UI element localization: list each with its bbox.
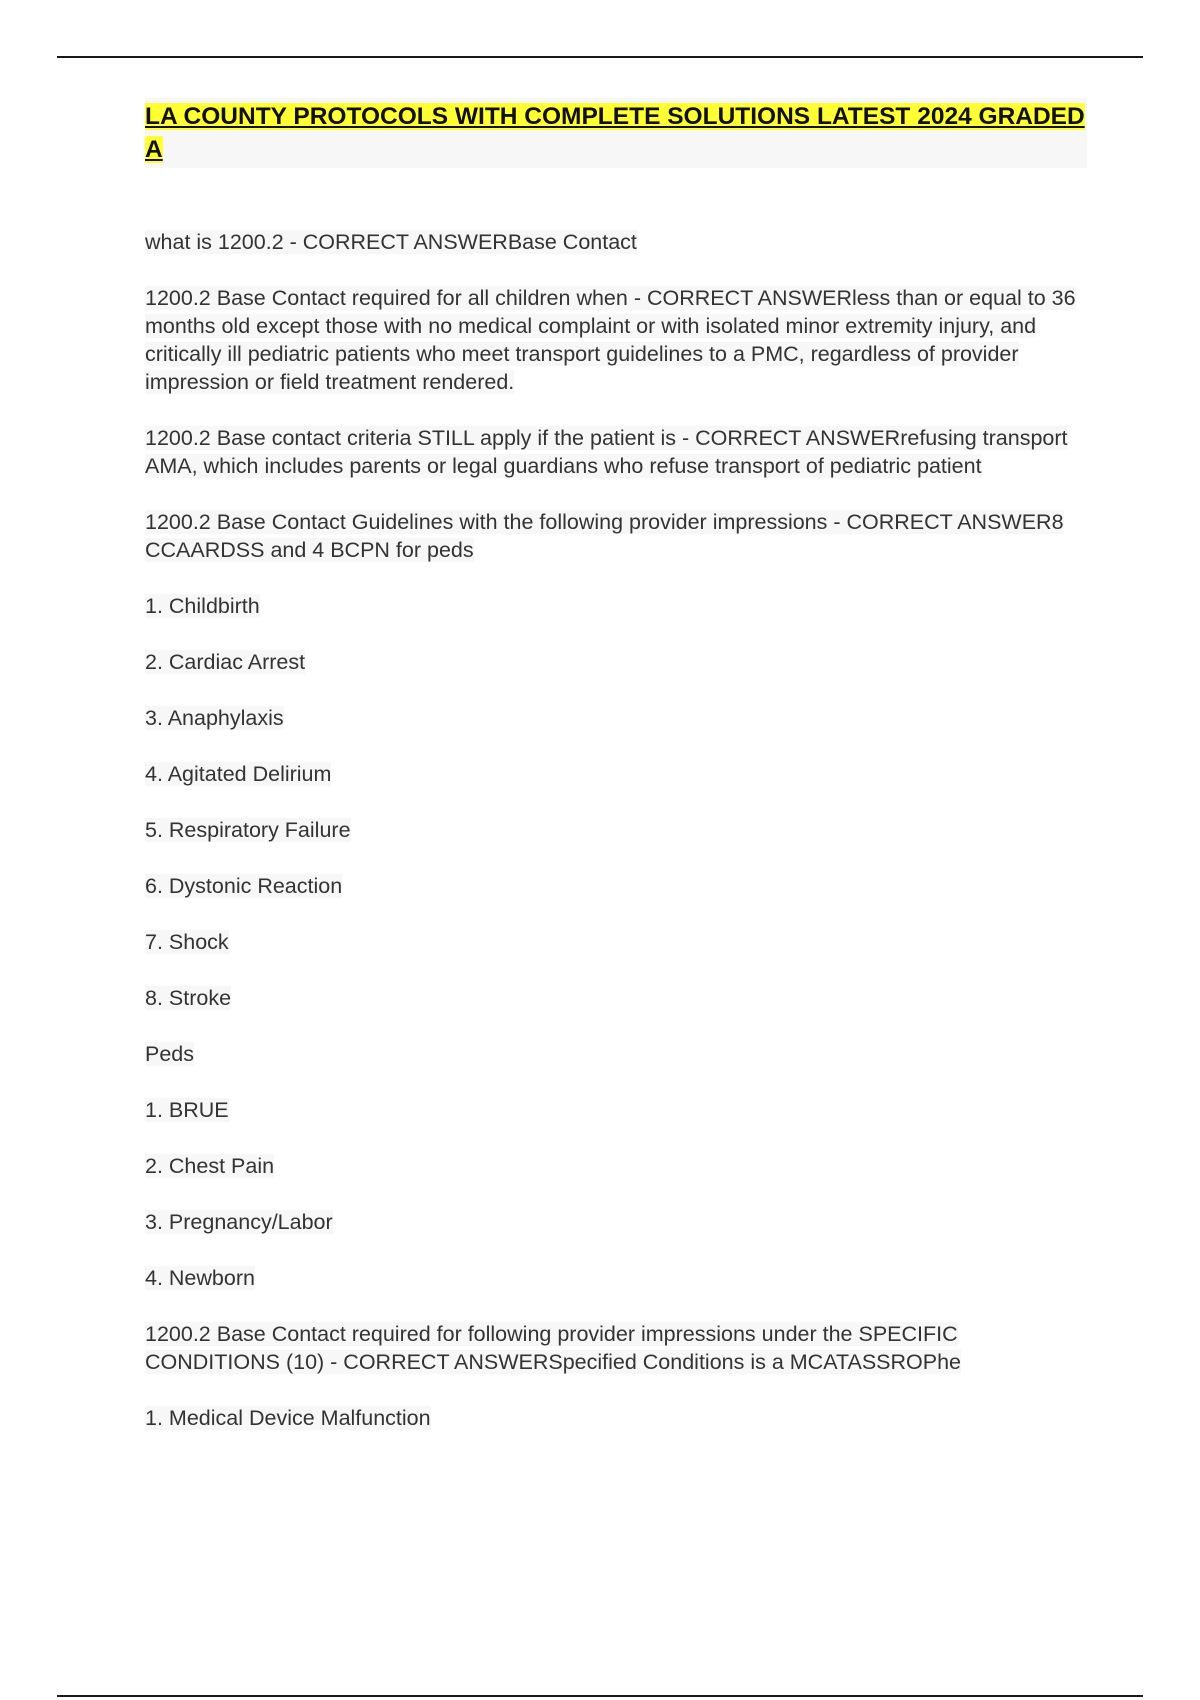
top-rule [57, 56, 1143, 58]
qa-item: 1200.2 Base Contact required for following provider impressions under the SPECIFIC CONDITIONS (10) - CORRECT ANSWERSpecified Conditions is a MCATASSROPhe [145, 1322, 962, 1374]
document-title: LA COUNTY PROTOCOLS WITH COMPLETE SOLUTIONS LATEST 2024 GRADED A [145, 103, 1085, 163]
qa-item: 1200.2 Base Contact required for all children when - CORRECT ANSWERless than or equal to 36 months old except those with no medical complaint or with isolated minor extremity injury, and critically ill pediatric patients who meet transport guidelines to a PMC, regardless of provider impression or field treatment rendered. [145, 286, 1076, 394]
list-item: 1. BRUE [145, 1098, 229, 1122]
list-item: 1. Medical Device Malfunction [145, 1406, 431, 1430]
list-item: 3. Anaphylaxis [145, 706, 284, 730]
qa-item: what is 1200.2 - CORRECT ANSWERBase Contact [145, 230, 637, 254]
list-item: 4. Agitated Delirium [145, 762, 332, 786]
list-item: 8. Stroke [145, 986, 232, 1010]
list-item: 2. Cardiac Arrest [145, 650, 306, 674]
title-block [145, 98, 1087, 168]
list-item: 4. Newborn [145, 1266, 255, 1290]
list-item: 1. Childbirth [145, 594, 260, 618]
list-item: 7. Shock [145, 930, 229, 954]
list-item: 6. Dystonic Reaction [145, 874, 343, 898]
bottom-rule [57, 1695, 1143, 1697]
list-item: 3. Pregnancy/Labor [145, 1210, 333, 1234]
list-item: 2. Chest Pain [145, 1154, 275, 1178]
list-item: 5. Respiratory Failure [145, 818, 351, 842]
qa-item: 1200.2 Base Contact Guidelines with the following provider impressions - CORRECT ANSWER8 CCAARDSS and 4 BCPN for peds [145, 510, 1064, 562]
peds-heading: Peds [145, 1042, 195, 1066]
document-body [145, 98, 1090, 1460]
qa-item: 1200.2 Base contact criteria STILL apply if the patient is - CORRECT ANSWERrefusing transport AMA, which includes parents or legal guardians who refuse transport of pediatric patient [145, 426, 1068, 478]
